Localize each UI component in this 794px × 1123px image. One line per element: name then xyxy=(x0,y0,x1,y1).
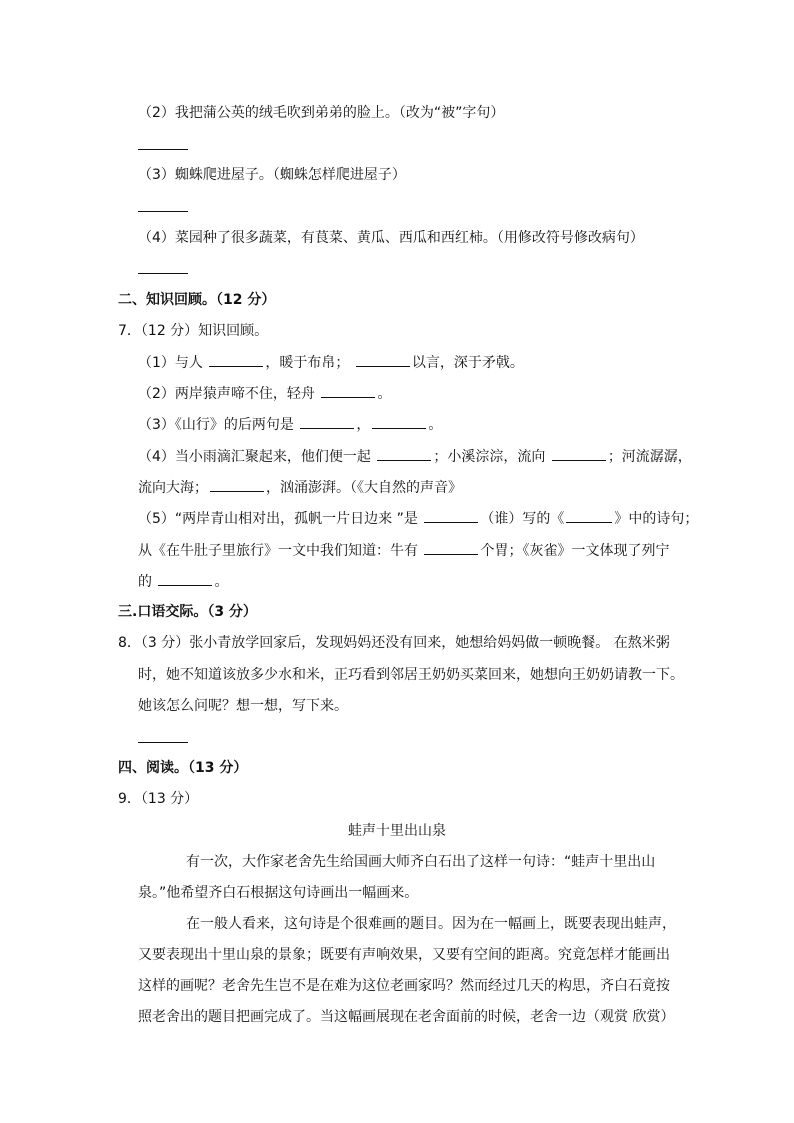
passage-p1-line-1: 有一次，大作家老舍先生给国画大师齐白石出了这样一句诗：“蛙声十里出山 xyxy=(186,854,656,870)
q7-item-5-line-2 xyxy=(138,541,669,560)
q7-1-text-b: ，暖于布帛； xyxy=(265,355,350,371)
q7-1-text-c: 以言，深于矛戟。 xyxy=(411,355,524,371)
q8-line-3: 她该怎么问呢？想一想，写下来。 xyxy=(138,698,348,714)
answer-line-q8 xyxy=(138,742,188,743)
q7-item-4-line-1 xyxy=(138,447,692,466)
q6-item-2: （2）我把蒲公英的绒毛吹到弟弟的脸上。（改为“被”字句） xyxy=(138,105,505,121)
q7-3-text-c: 。 xyxy=(428,417,443,433)
section-4-heading: 四、阅读。（13 分） xyxy=(118,760,248,776)
answer-line-4 xyxy=(138,273,188,274)
q7-2-text-a: （2）两岸猿声啼不住，轻舟 xyxy=(138,386,315,402)
q7-3-text-b: ， xyxy=(356,417,371,433)
fill-blank[interactable] xyxy=(356,353,410,367)
q7-item-5-line-1 xyxy=(138,509,698,528)
q7-5-text-b: （谁）写的《 xyxy=(480,511,565,527)
passage-p2-line-2: 又要表现出十里山泉的景象；既要有声响效果，又要有空间的距离。究竟怎样才能画出 xyxy=(138,947,670,963)
q8-line-1: 8．（3 分）张小青放学回家后，发现妈妈还没有回来，她想给妈妈做一顿晚餐。 在熬米粥 xyxy=(118,635,670,651)
q7-item-4-line-2 xyxy=(138,478,462,497)
fill-blank[interactable] xyxy=(372,415,426,429)
q7-4-text-e: ，汹涌澎湃。（《大自然的声音》 xyxy=(266,480,462,496)
answer-line-2 xyxy=(138,149,188,150)
q6-item-3: （3）蜘蛛爬进屋子。（蜘蛛怎样爬进屋子） xyxy=(138,167,406,183)
answer-line-3 xyxy=(138,211,188,212)
q7-heading: 7．（12 分）知识回顾。 xyxy=(118,323,269,339)
fill-blank[interactable] xyxy=(566,509,612,523)
fill-blank[interactable] xyxy=(377,447,431,461)
q7-item-2 xyxy=(138,384,391,403)
fill-blank[interactable] xyxy=(210,478,264,492)
fill-blank[interactable] xyxy=(424,541,478,555)
fill-blank[interactable] xyxy=(209,353,263,367)
q7-4-text-a: （4）当小雨滴汇聚起来，他们便一起 xyxy=(138,449,371,465)
passage-title: 蛙声十里出山泉 xyxy=(348,823,446,839)
q9-heading: 9．（13 分） xyxy=(118,791,199,807)
fill-blank[interactable] xyxy=(552,447,606,461)
q7-4-text-c: ；河流潺潺， xyxy=(607,449,692,465)
passage-p2-line-4: 照老舍出的题目把画完成了。当这幅画展现在老舍面前的时候，老舍一边（观赏 欣赏） xyxy=(138,1009,675,1025)
fill-blank[interactable] xyxy=(300,415,354,429)
passage-p2-line-3: 这样的画呢？老舍先生岂不是在难为这位老画家吗？然而经过几天的构思，齐白石竟按 xyxy=(138,978,670,994)
q7-1-text-a: （1）与人 xyxy=(138,355,203,371)
q7-5-text-f: 的 xyxy=(138,574,152,590)
q7-5-text-g: 。 xyxy=(214,574,229,590)
fill-blank[interactable] xyxy=(321,384,375,398)
q7-2-text-b: 。 xyxy=(377,386,392,402)
q7-5-text-e: 个胃；《灰雀》一文体现了列宁 xyxy=(480,543,670,559)
q7-5-text-a: （5）“两岸青山相对出，孤帆一片日边来 ”是 xyxy=(138,511,418,527)
q7-3-text-a: （3）《山行》的后两句是 xyxy=(138,417,294,433)
passage-p2-line-1: 在一般人看来，这句诗是个很难画的题目。因为在一幅画上，既要表现出蛙声， xyxy=(186,916,676,932)
fill-blank[interactable] xyxy=(158,572,212,586)
q7-5-text-d: 从《在牛肚子里旅行》一文中我们知道：牛有 xyxy=(138,543,418,559)
q7-4-text-d: 流向大海； xyxy=(138,480,208,496)
passage-p1-line-2: 泉。”他希望齐白石根据这句诗画出一幅画来。 xyxy=(138,885,419,901)
fill-blank[interactable] xyxy=(424,509,478,523)
section-3-heading: 三.口语交际。（3 分） xyxy=(118,604,257,620)
q7-item-1 xyxy=(138,353,524,372)
q8-line-2: 时，她不知道该放多少水和米，正巧看到邻居王奶奶买菜回来，她想向王奶奶请教一下。 xyxy=(138,667,684,683)
section-2-heading: 二、知识回顾。（12 分） xyxy=(118,292,276,308)
q7-5-text-c: 》中的诗句； xyxy=(614,511,699,527)
q7-4-text-b: ；小溪淙淙，流向 xyxy=(433,449,546,465)
q6-item-4: （4）菜园种了很多蔬菜，有茛菜、黄瓜、西瓜和西红柿。（用修改符号修改病句） xyxy=(138,230,644,246)
q7-item-3 xyxy=(138,415,442,434)
q7-item-5-line-3 xyxy=(138,572,228,591)
